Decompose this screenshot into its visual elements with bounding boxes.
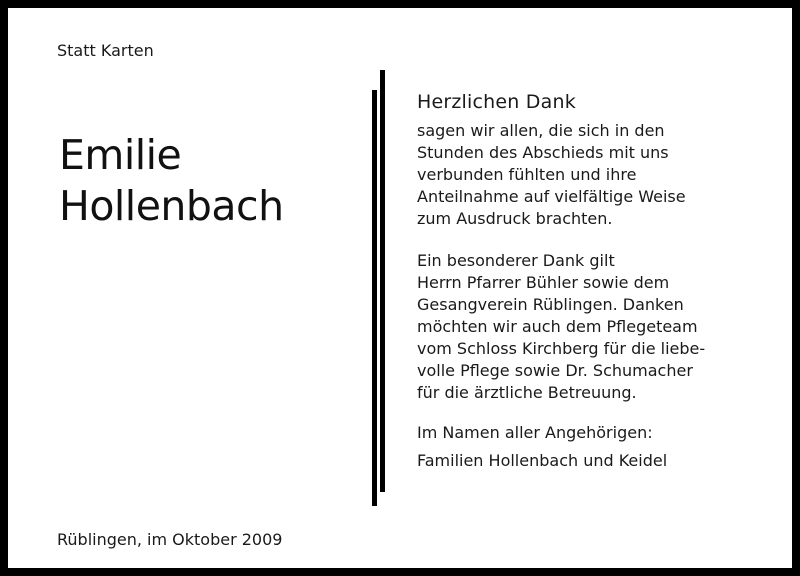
signature-line — [417, 450, 777, 472]
name-last: Hollenbach — [59, 182, 284, 230]
text-line: für die ärztliche Betreuung. — [417, 383, 637, 402]
paragraph-spacer — [417, 230, 777, 250]
text-line: vom Schloss Kirchberg für die liebe- — [417, 339, 706, 358]
thanks-paragraph-1 — [417, 120, 777, 230]
text-line: Anteilnahme auf vielfältige Weise — [417, 187, 686, 206]
thanks-heading: Herzlichen Dank — [417, 91, 576, 113]
thanks-paragraph-2 — [417, 250, 777, 404]
deceased-name — [59, 130, 284, 232]
text-line: möchten wir auch dem Pflegeteam — [417, 317, 698, 336]
name-first: Emilie — [59, 131, 182, 179]
paragraph-spacer — [417, 404, 777, 422]
text-line: Stunden des Abschieds mit uns — [417, 143, 669, 162]
text-line: sagen wir allen, die sich in den — [417, 121, 665, 140]
text-line: Gesangverein Rüblingen. Danken — [417, 295, 684, 314]
divider-rule-right — [380, 70, 385, 492]
closing-line — [417, 422, 777, 444]
place-date: Rüblingen, im Oktober 2009 — [57, 530, 283, 549]
header-note: Statt Karten — [57, 41, 154, 60]
text-line: Herrn Pfarrer Bühler sowie dem — [417, 273, 670, 292]
text-line: volle Pflege sowie Dr. Schumacher — [417, 361, 693, 380]
thanks-text-block — [417, 90, 777, 472]
divider-rule-left — [372, 90, 377, 506]
text-line: verbunden fühlten und ihre — [417, 165, 637, 184]
signature-text: Familien Hollenbach und Keidel — [417, 451, 668, 470]
closing-text: Im Namen aller Angehörigen: — [417, 423, 653, 442]
text-line: zum Ausdruck brachten. — [417, 209, 613, 228]
text-line: Ein besonderer Dank gilt — [417, 251, 615, 270]
